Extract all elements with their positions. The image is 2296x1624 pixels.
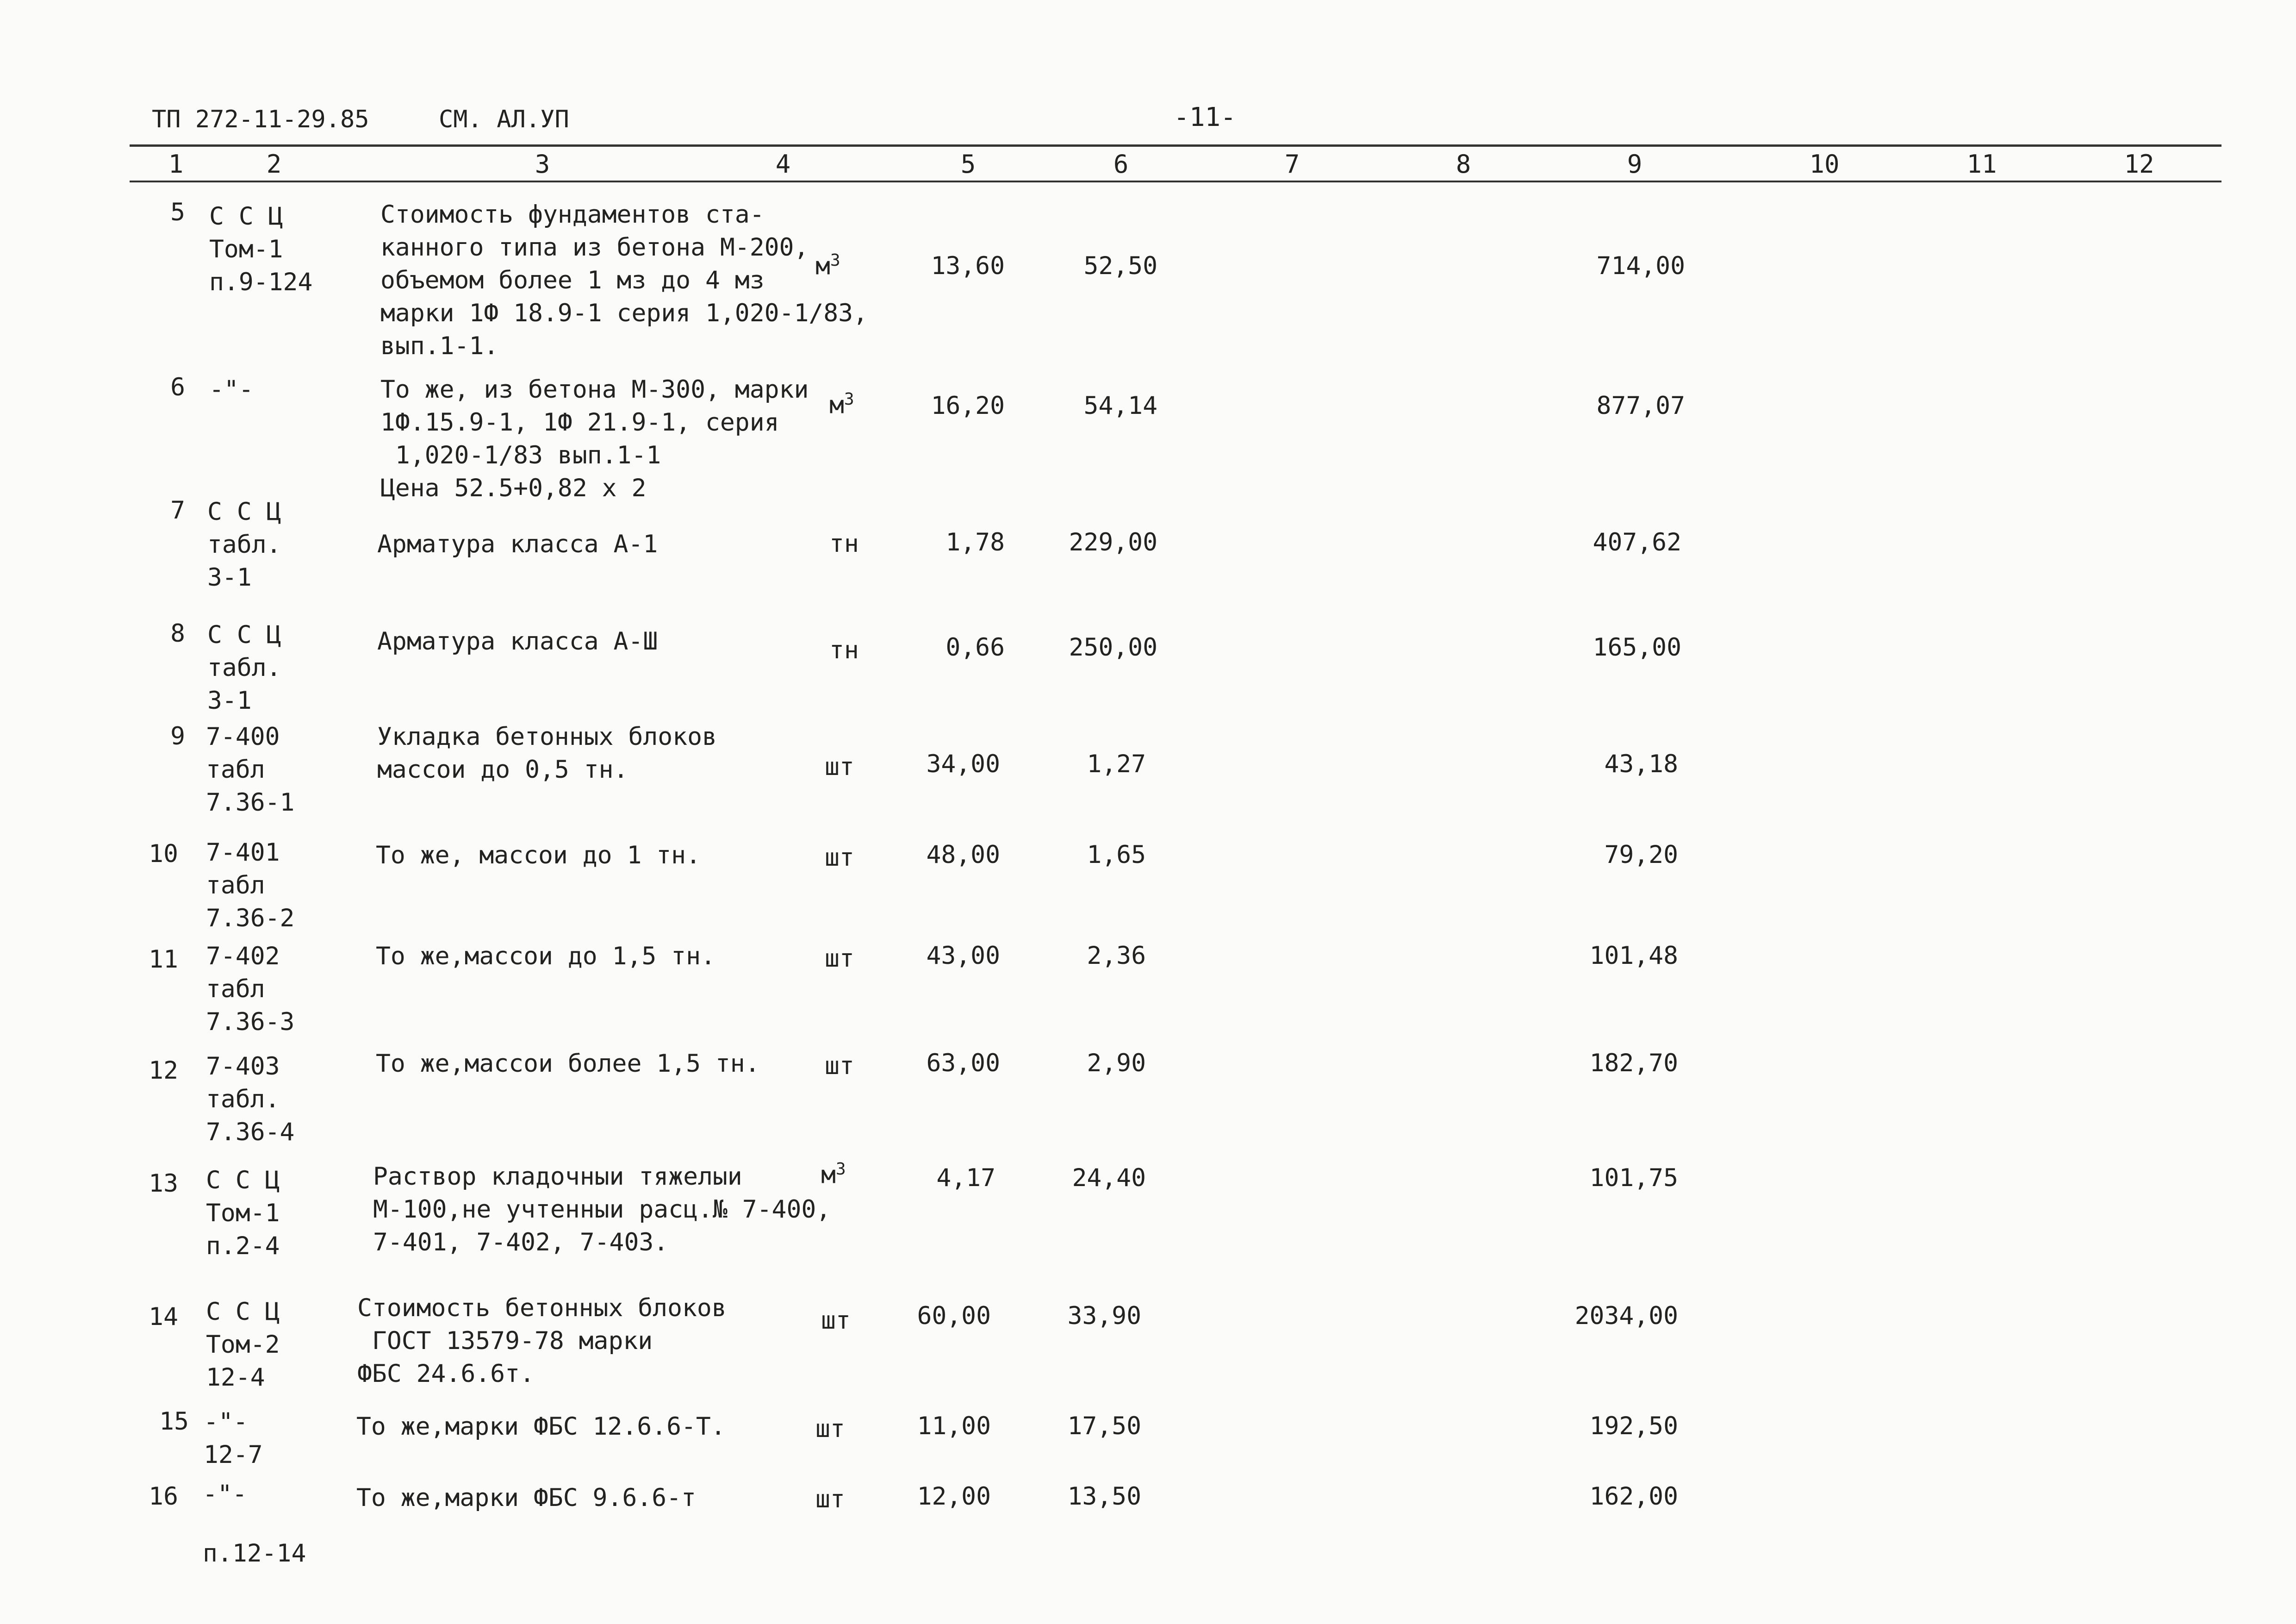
column-number: 9: [1627, 150, 1643, 179]
quantity: 13,60: [931, 252, 1005, 280]
row-number: 9: [170, 722, 185, 750]
unit: шт: [825, 843, 854, 872]
unit-price: 1,65: [1087, 841, 1146, 869]
row-number: 16: [149, 1482, 178, 1511]
quantity: 16,20: [931, 392, 1005, 420]
rate-code: С С Ц Том-2 12-4: [206, 1298, 280, 1392]
unit: шт: [825, 1052, 854, 1080]
unit-price: 24,40: [1072, 1164, 1146, 1192]
unit-price: 1,27: [1087, 750, 1146, 778]
work-description: То же,марки ФБС 9.6.6-т: [356, 1484, 696, 1512]
work-description: То же,марки ФБС 12.6.6-Т.: [356, 1412, 726, 1441]
unit-price: 2,90: [1087, 1049, 1146, 1077]
rate-code: -"-: [209, 375, 254, 404]
header-rule-bottom: [130, 181, 2221, 182]
rate-code: 7-401 табл 7.36-2: [206, 838, 295, 932]
rate-code: 7-402 табл 7.36-3: [206, 942, 295, 1036]
row-number: 13: [149, 1169, 178, 1198]
work-description: То же, массои до 1 тн.: [376, 841, 701, 869]
column-number: 7: [1284, 150, 1300, 179]
column-number: 1: [168, 150, 184, 179]
unit-price: 2,36: [1087, 942, 1146, 970]
doc-code: ТП 272-11-29.85: [152, 106, 369, 133]
rate-code: С С Ц табл. 3-1: [207, 498, 281, 592]
unit: шт: [821, 1306, 851, 1335]
quantity: 1,78: [946, 528, 1005, 556]
row-number: 10: [149, 840, 178, 868]
quantity: 43,00: [926, 942, 1000, 970]
total-cost: 877,07: [1596, 392, 1685, 420]
quantity: 34,00: [926, 750, 1000, 778]
column-number: 11: [1966, 150, 1997, 179]
unit: тн: [829, 636, 859, 664]
column-number: 5: [960, 150, 976, 179]
row-number: 7: [170, 496, 185, 525]
quantity: 60,00: [917, 1302, 991, 1330]
quantity: 0,66: [946, 633, 1005, 662]
quantity: 4,17: [936, 1164, 996, 1192]
unit: шт: [825, 753, 854, 781]
unit: $м^3$: [829, 390, 854, 419]
rate-code: 7-403 табл. 7.36-4: [206, 1052, 295, 1146]
quantity: 12,00: [917, 1482, 991, 1511]
work-description: Стоимость бетонных блоков ГОСТ 13579-78 марки ФБС 24.6.6т.: [357, 1294, 727, 1388]
column-number: 3: [535, 150, 550, 179]
quantity: 11,00: [917, 1412, 991, 1440]
unit: шт: [815, 1415, 845, 1443]
total-cost: 165,00: [1593, 633, 1681, 662]
total-cost: 714,00: [1596, 252, 1685, 280]
header-rule-top: [130, 144, 2221, 147]
page-number: -11-: [1174, 102, 1236, 132]
row-number: 15: [159, 1407, 189, 1436]
total-cost: 162,00: [1589, 1482, 1678, 1511]
rate-code: -"- 12-7: [204, 1408, 263, 1469]
total-cost: 407,62: [1593, 528, 1681, 556]
rate-code: С С Ц табл. 3-1: [207, 621, 281, 715]
work-description: Стоимость фундаментов ста- канного типа из бетона М-200, объемом более 1 мз до 4 мз марки 1Ф 18.9-1 серия 1,020-1/83, вып.1-1.: [380, 200, 868, 360]
work-description: То же,массои до 1,5 тн.: [376, 942, 716, 970]
total-cost: 182,70: [1589, 1049, 1678, 1077]
unit-price: 17,50: [1067, 1412, 1141, 1440]
quantity: 63,00: [926, 1049, 1000, 1077]
column-number: 4: [775, 150, 791, 179]
work-description: Арматура класса А-Ш: [377, 627, 658, 656]
row-number: 12: [149, 1056, 178, 1085]
row-number: 14: [149, 1303, 178, 1331]
rate-code: С С Ц Том-1 п.9-124: [209, 202, 313, 296]
unit-price: 52,50: [1083, 252, 1157, 280]
row-number: 5: [170, 198, 185, 226]
unit: шт: [815, 1485, 845, 1513]
total-cost: 101,48: [1589, 942, 1678, 970]
total-cost: 43,18: [1604, 750, 1678, 778]
work-description: То же,массои более 1,5 тн.: [376, 1049, 760, 1078]
rate-code: 7-400 табл 7.36-1: [206, 723, 295, 817]
column-number: 12: [2124, 150, 2154, 179]
unit-price: 33,90: [1067, 1302, 1141, 1330]
rate-code: -"- п.12-14: [203, 1480, 306, 1568]
column-number: 10: [1809, 150, 1840, 179]
unit: $м^3$: [821, 1160, 846, 1189]
work-description: Раствор кладочныи тяжелыи М-100,не учтенныи расц.№ 7-400, 7-401, 7-402, 7-403.: [373, 1162, 831, 1256]
rate-code: С С Ц Том-1 п.2-4: [206, 1166, 280, 1260]
unit-price: 54,14: [1083, 392, 1157, 420]
unit: тн: [829, 530, 859, 558]
work-description: Арматура класса А-1: [377, 530, 658, 558]
row-number: 8: [170, 619, 185, 648]
row-number: 11: [149, 945, 178, 974]
total-cost: 2034,00: [1574, 1302, 1678, 1330]
unit: $м^3$: [815, 251, 840, 281]
unit-price: 13,50: [1067, 1482, 1141, 1511]
row-number: 6: [170, 373, 185, 401]
quantity: 48,00: [926, 841, 1000, 869]
unit-price: 250,00: [1069, 633, 1157, 662]
unit: шт: [825, 944, 854, 973]
column-number: 6: [1113, 150, 1129, 179]
total-cost: 79,20: [1604, 841, 1678, 869]
total-cost: 192,50: [1589, 1412, 1678, 1440]
column-number: 2: [266, 150, 282, 179]
unit-price: 229,00: [1069, 528, 1157, 556]
column-number: 8: [1456, 150, 1471, 179]
sheet-reference: СМ. АЛ.УП: [439, 106, 569, 133]
work-description: Укладка бетонных блоков массои до 0,5 тн.: [377, 723, 717, 784]
work-description: То же, из бетона М-300, марки 1Ф.15.9-1, 1Ф 21.9-1, серия 1,020-1/83 вып.1-1 Цена 52.5+0,82 х 2: [380, 375, 809, 502]
total-cost: 101,75: [1589, 1164, 1678, 1192]
